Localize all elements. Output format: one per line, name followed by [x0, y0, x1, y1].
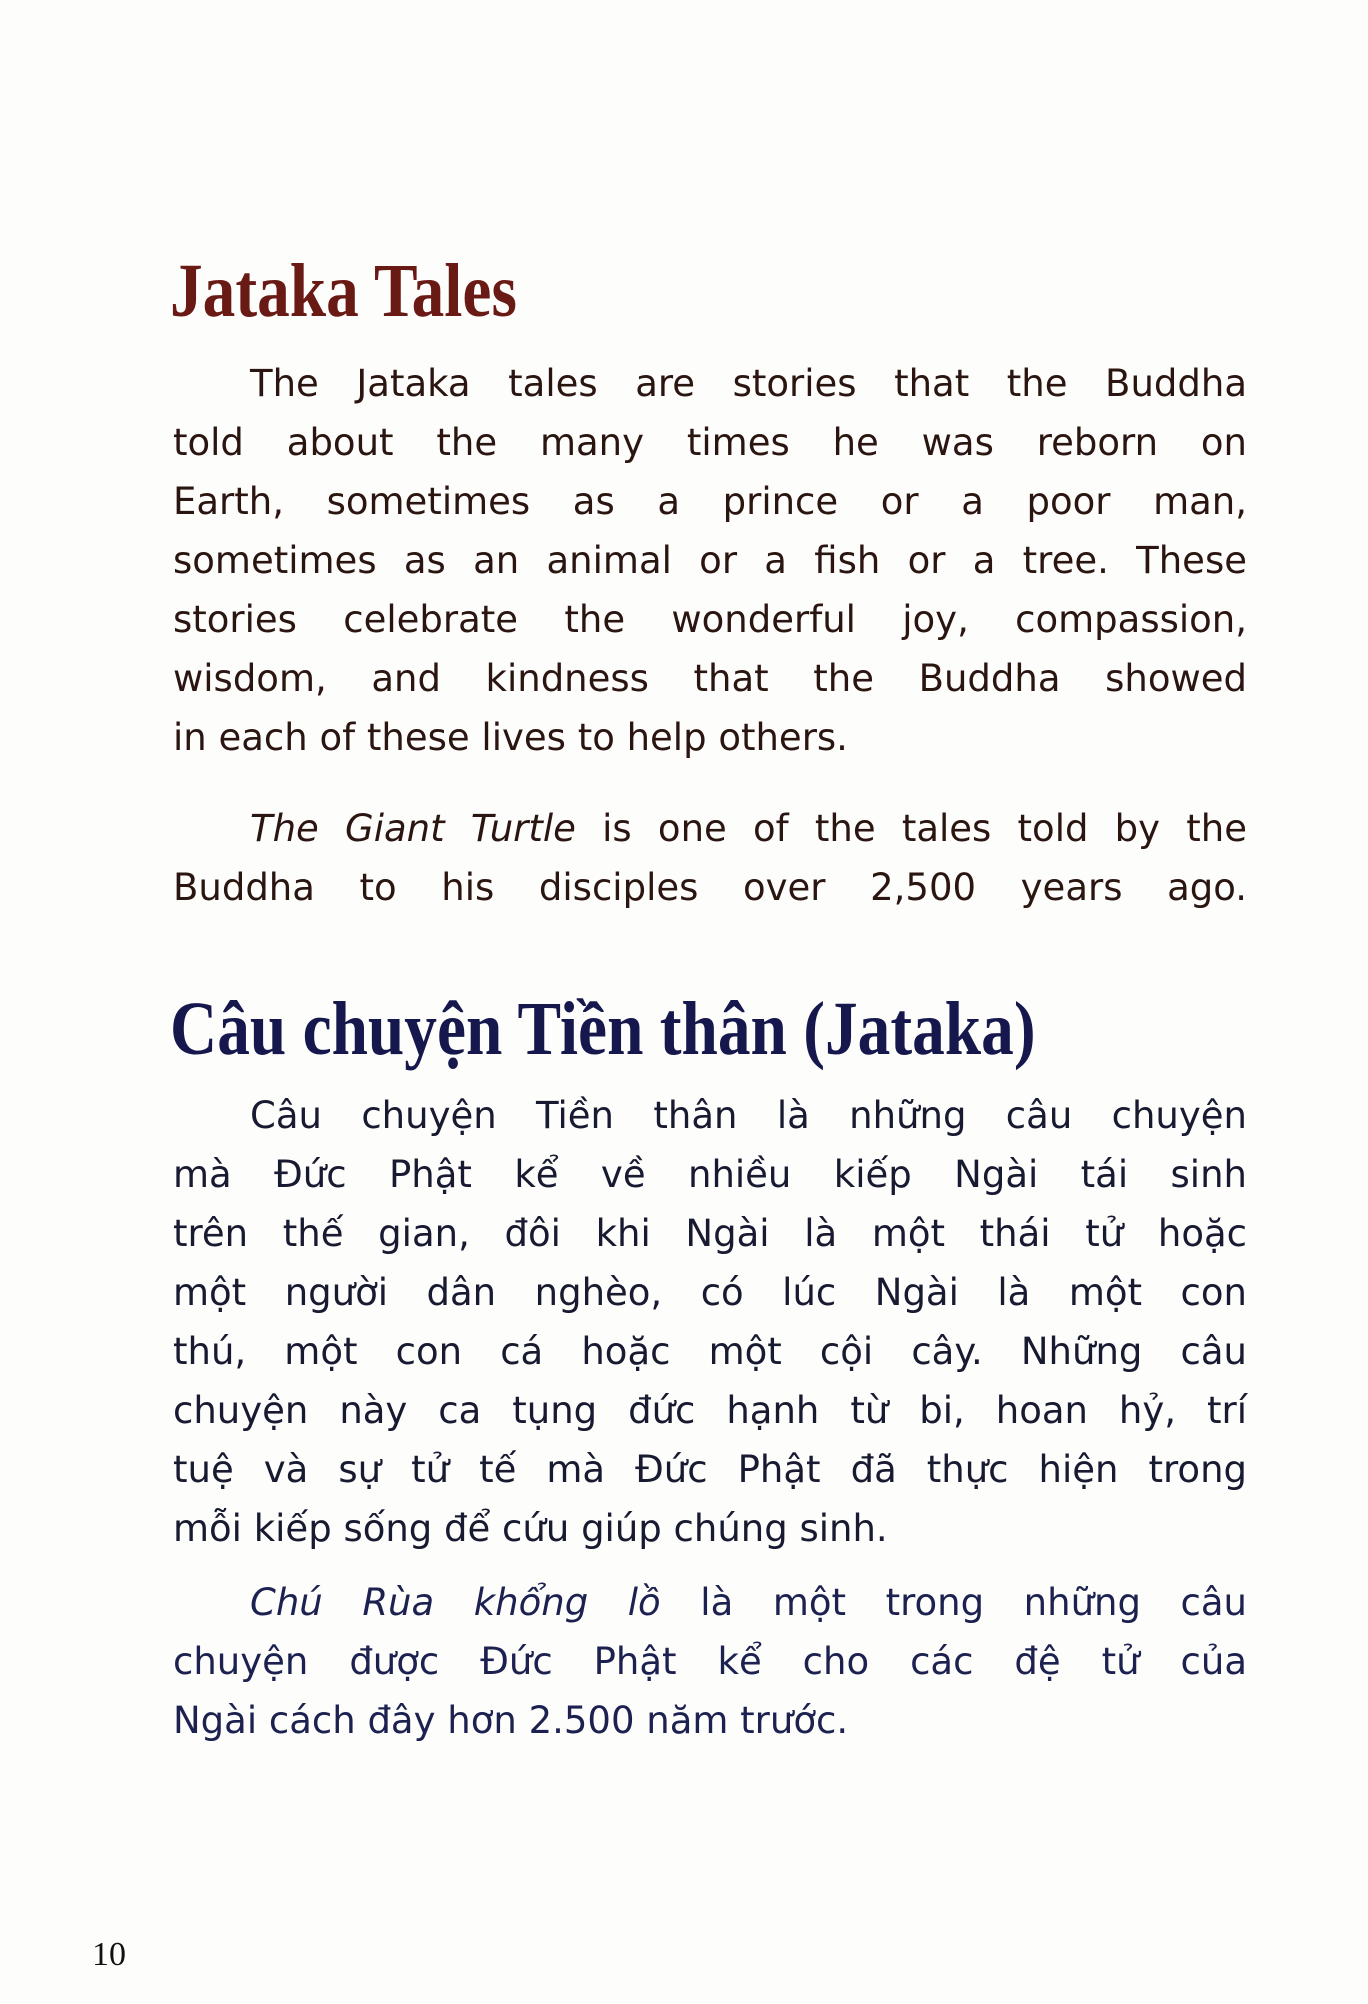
text-line: Câu chuyện Tiền thân là những câu chuyện	[250, 1094, 1247, 1137]
text-line	[173, 799, 1247, 858]
text-line: thú, một con cá hoặc một cội cây. Những câu	[173, 1330, 1247, 1373]
text-line: stories celebrate the wonderful joy, compassion,	[173, 598, 1247, 641]
book-title: The Giant Turtle	[250, 807, 576, 850]
text-line	[173, 1573, 1247, 1632]
text-line: Buddha to his disciples over 2,500 years ago.	[173, 866, 1247, 909]
english-paragraph-1	[173, 354, 1247, 767]
vietnamese-paragraph-1	[173, 1086, 1247, 1558]
text-line: tuệ và sự tử tế mà Đức Phật đã thực hiện trong	[173, 1448, 1247, 1491]
text-line: trên thế gian, đôi khi Ngài là một thái tử hoặc	[173, 1212, 1247, 1255]
text-fragment: is one of the tales told by the	[575, 807, 1247, 850]
english-paragraph-2	[173, 799, 1247, 917]
text-line: in each of these lives to help others.	[173, 716, 848, 759]
text-line: chuyện này ca tụng đức hạnh từ bi, hoan hỷ, trí	[173, 1389, 1247, 1432]
text-line: wisdom, and kindness that the Buddha showed	[173, 657, 1247, 700]
text-line: told about the many times he was reborn on	[173, 421, 1247, 464]
page-number: 10	[92, 1936, 126, 1973]
text-line: Ngài cách đây hơn 2.500 năm trước.	[173, 1699, 849, 1742]
text-line: sometimes as an animal or a fish or a tree. These	[173, 539, 1247, 582]
english-heading: Jataka Tales	[170, 249, 517, 333]
text-line: mà Đức Phật kể về nhiều kiếp Ngài tái sinh	[173, 1153, 1247, 1196]
book-title: Chú Rùa khổng lồ	[250, 1581, 661, 1624]
text-line: chuyện được Đức Phật kể cho các đệ tử của	[173, 1640, 1247, 1683]
vietnamese-heading: Câu chuyện Tiền thân (Jataka)	[170, 987, 1036, 1071]
vietnamese-paragraph-2	[173, 1573, 1247, 1750]
text-line: The Jataka tales are stories that the Buddha	[250, 362, 1247, 405]
text-line: mỗi kiếp sống để cứu giúp chúng sinh.	[173, 1507, 888, 1550]
text-fragment: là một trong những câu	[660, 1581, 1248, 1624]
text-line: một người dân nghèo, có lúc Ngài là một con	[173, 1271, 1247, 1314]
text-line: Earth, sometimes as a prince or a poor man,	[173, 480, 1247, 523]
